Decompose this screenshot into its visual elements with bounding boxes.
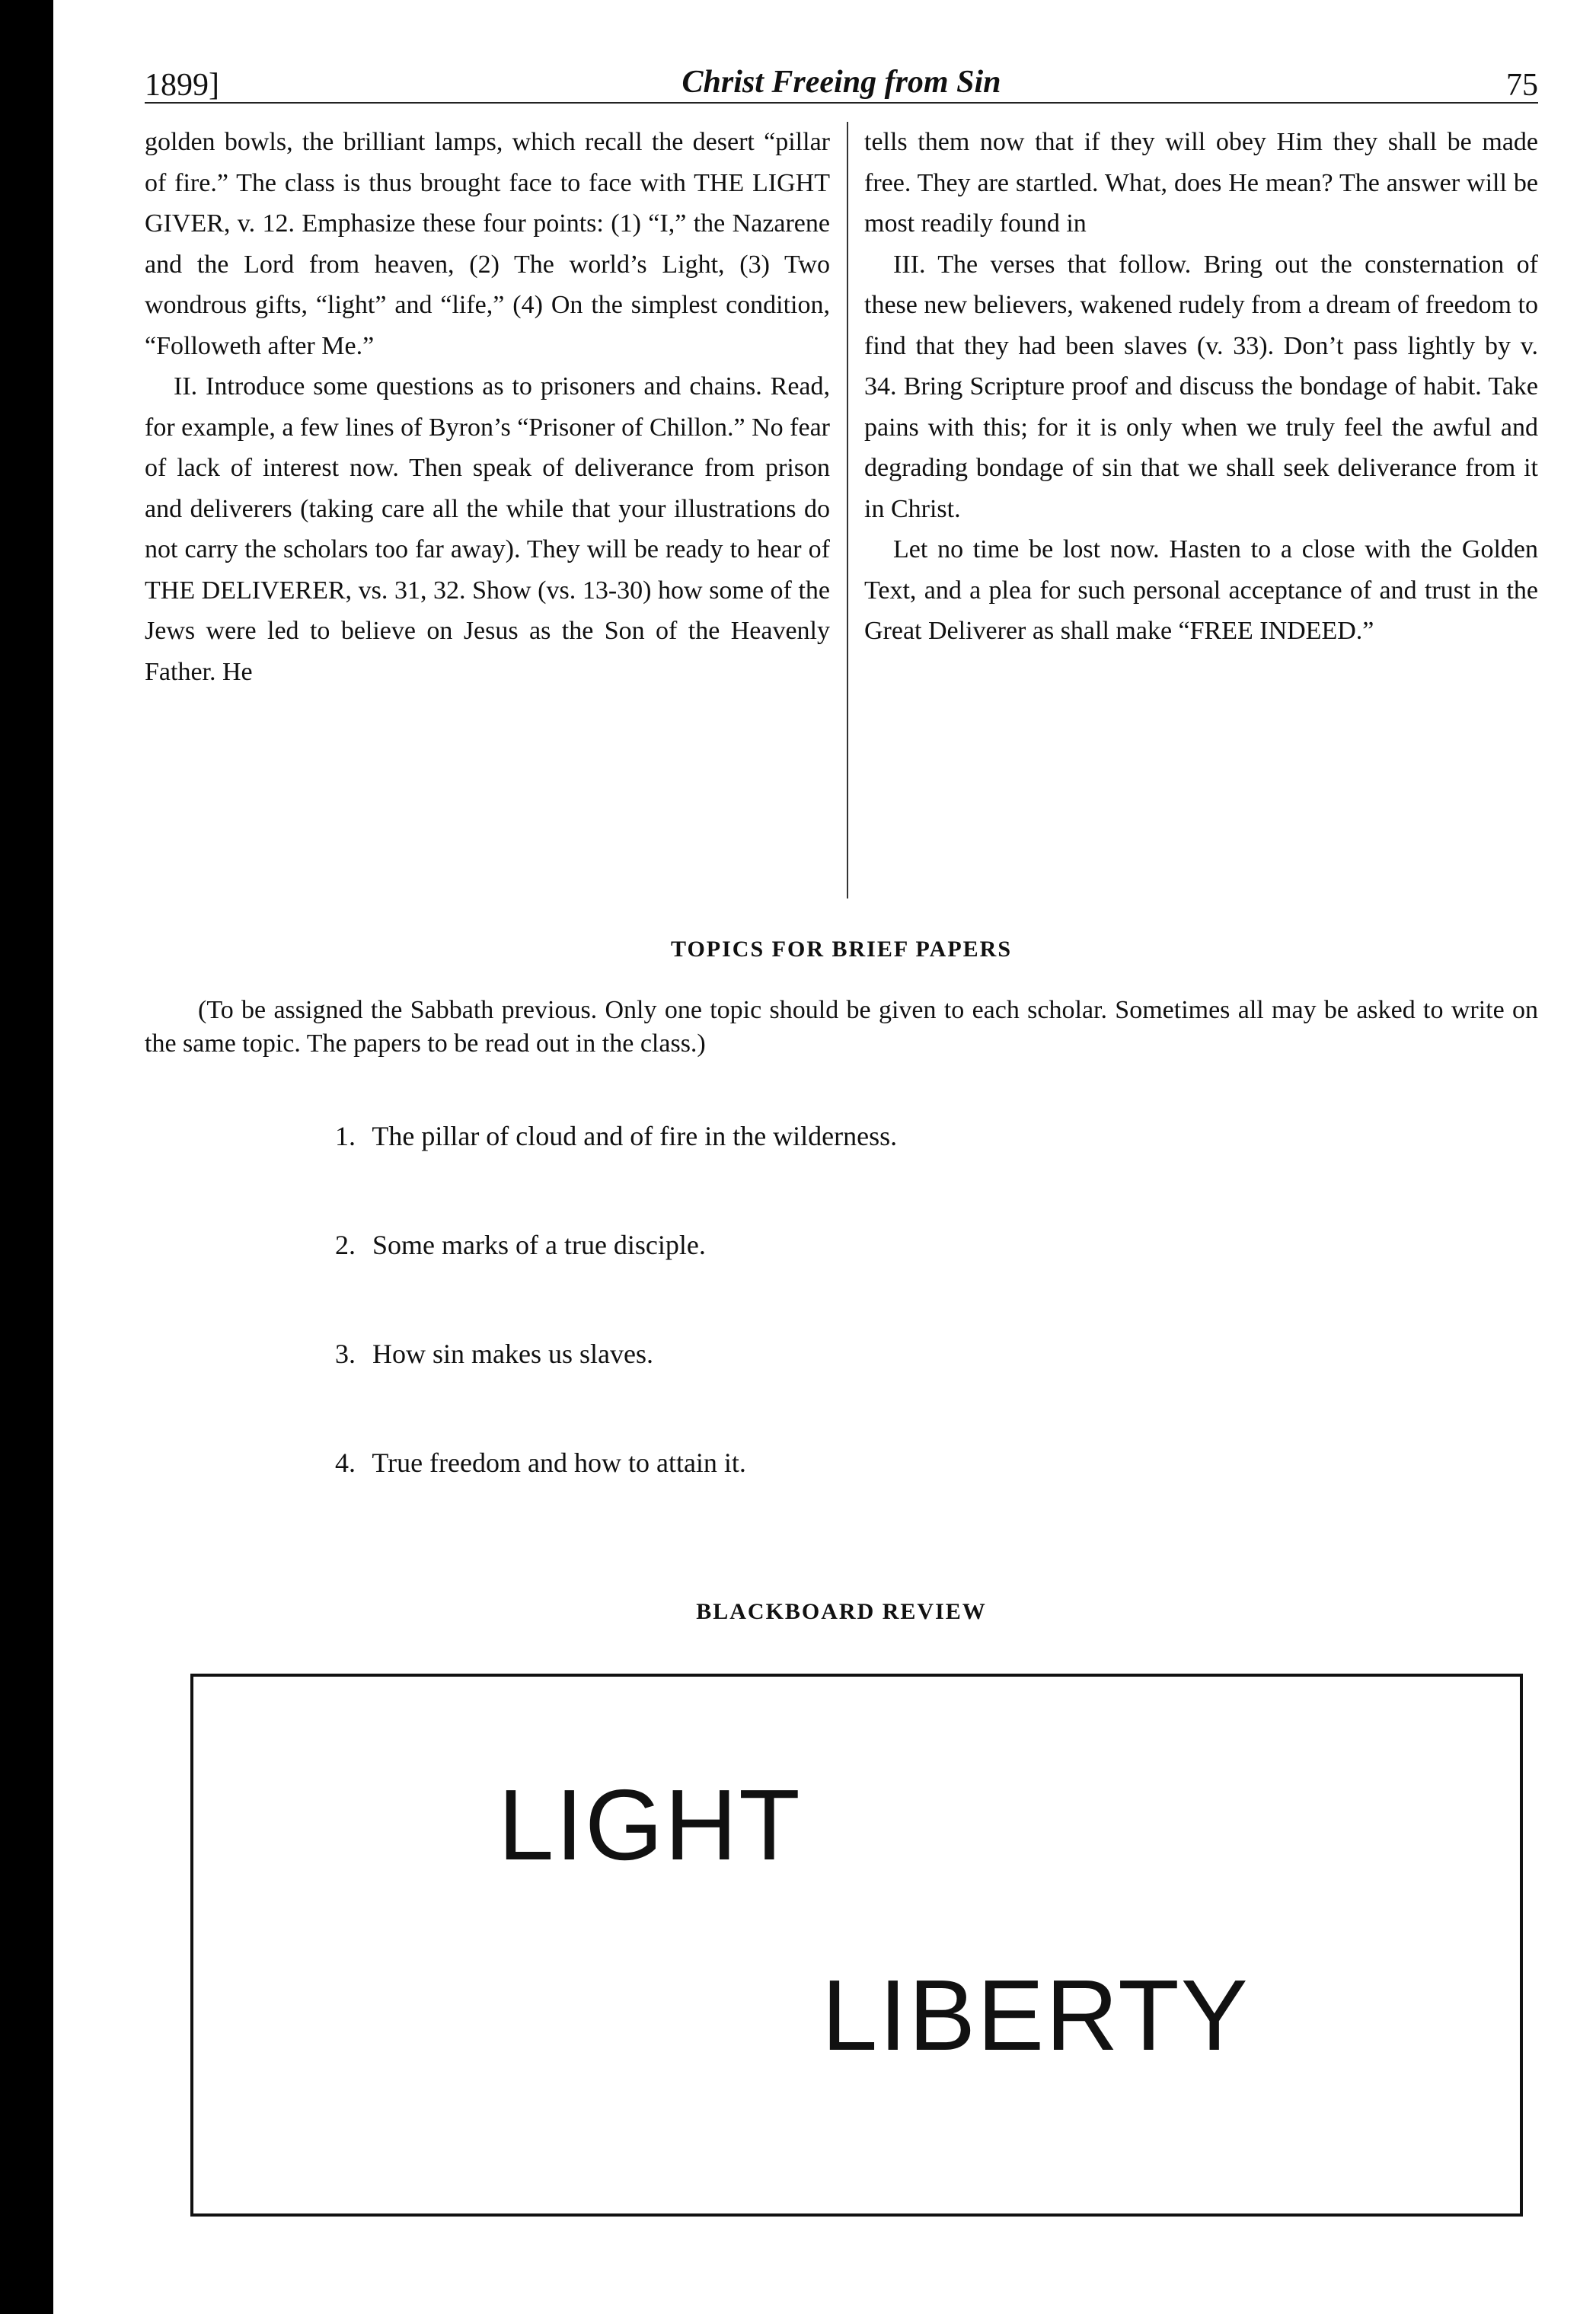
- page-header: [145, 61, 1538, 114]
- left-column: [145, 122, 830, 692]
- topic-item: [335, 1446, 1401, 1555]
- page-number: 75: [1506, 68, 1538, 103]
- board-word-light: LIGHT: [498, 1769, 802, 1881]
- right-paragraph-3: Let no time be lost now. Hasten to a close with the Golden Text, and a plea for such personal acceptance of and trust in the Great Deliverer as shall make “FREE INDEED.”: [864, 535, 1538, 645]
- topic-text: Some marks of a true disciple.: [372, 1230, 706, 1260]
- topics-intro: (To be assigned the Sabbath previous. Only one topic should be given to each scholar. Sometimes all may be asked to write on the same topic. The papers to be read out in the class.): [145, 996, 1538, 1058]
- topics-heading: TOPICS FOR BRIEF PAPERS: [671, 937, 1012, 962]
- page: [145, 46, 1538, 2284]
- topic-item: [335, 1119, 1401, 1228]
- topic-number: 3.: [335, 1339, 356, 1369]
- right-paragraph-1: tells them now that if they will obey Him they shall be made free. They are startled. What, does He mean? The answer will be most readily found in: [864, 128, 1538, 238]
- topic-text: The pillar of cloud and of fire in the wilderness.: [372, 1121, 898, 1151]
- right-column: [864, 122, 1538, 652]
- blackboard-review-heading: BLACKBOARD REVIEW: [696, 1599, 987, 1624]
- left-paragraph-1: golden bowls, the brilliant lamps, which recall the desert “pillar of fire.” The class is thus brought face to face with THE LIGHT GIVER, v. 12. Emphasize these four points: (1) “I,” the Nazarene and the Lord from heaven, (2) The world’s Light, (3) Two wondrous gifts, “light” and “life,” (4) On the simplest condition, “Followeth after Me.”: [145, 128, 830, 360]
- topic-item: [335, 1228, 1401, 1337]
- topic-item: [335, 1337, 1401, 1446]
- topic-number: 1.: [335, 1121, 356, 1151]
- two-column-text: [145, 122, 1538, 929]
- right-paragraph-2: III. The verses that follow. Bring out the consternation of these new believers, wakened rudely from a dream of freedom to find that they had been slaves (v. 33). Don’t pass lightly by v. 34. Bring Scripture proof and discuss the bondage of habit. Take pains with this; for it is only when we truly feel the awful and degrading bondage of sin that we shall seek deliverance from it in Christ.: [864, 250, 1538, 523]
- topic-text: How sin makes us slaves.: [372, 1339, 653, 1369]
- header-year: 1899]: [145, 68, 219, 103]
- board-word-liberty: LIBERTY: [822, 1959, 1250, 2071]
- column-divider: [847, 122, 848, 898]
- topic-text: True freedom and how to attain it.: [372, 1447, 746, 1478]
- header-rule: [145, 102, 1538, 104]
- running-title: Christ Freeing from Sin: [681, 65, 1001, 100]
- topic-number: 2.: [335, 1230, 356, 1260]
- binding-edge: [0, 0, 53, 2314]
- left-paragraph-2: II. Introduce some questions as to prisoners and chains. Read, for example, a few lines of Byron’s “Prisoner of Chillon.” No fear of lack of interest now. Then speak of deliverance from prison and deliverers (taking care all the while that your illustrations do not carry the scholars too far away). They will be ready to hear of THE DELIVERER, vs. 31, 32. Show (vs. 13-30) how some of the Jews were led to believe on Jesus as the Son of the Heavenly Father. He: [145, 372, 830, 686]
- blackboard-box: [190, 1674, 1523, 2217]
- topics-list: [335, 1119, 1401, 1555]
- topic-number: 4.: [335, 1447, 356, 1478]
